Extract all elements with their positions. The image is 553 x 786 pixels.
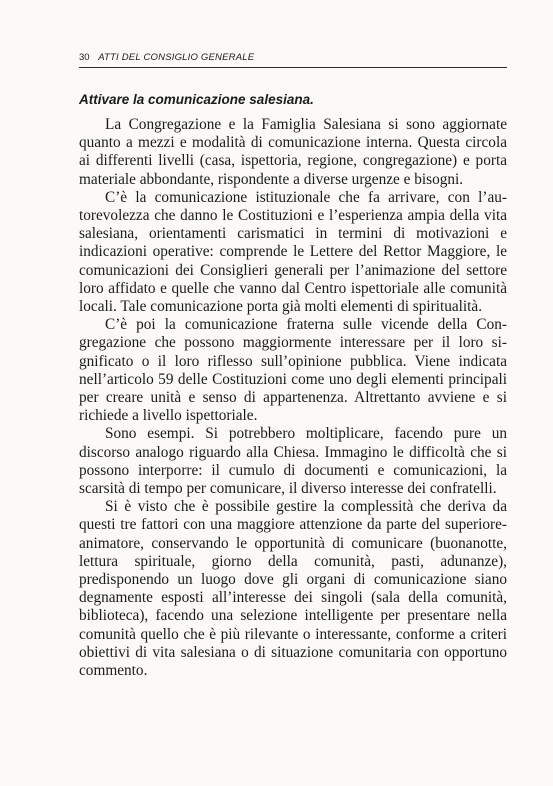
section-title: Attivare la comunicazione salesiana.	[79, 92, 314, 107]
body-text	[79, 116, 507, 680]
paragraph-5: Si è visto che è possibile gestire la complessità che deriva da questi tre fattori con una maggiore attenzione da parte del superiore-animatore, conservando le opportunità di comunicare (buonanotte, lettura spirituale, giorno della comunità, pasti, adunanze), predisponendo un luogo dove gli organi di comunicazione siano degnamente esposti all’interesse dei singoli (sala della comunità, biblioteca), facendo una selezione intelligente per presentare nella comunità quello che è più rilevante o interessante, conforme a criteri obiettivi di vita salesiana o di situazione comunitaria con opportuno commento.	[79, 498, 507, 680]
paragraph-3: C’è poi la comunicazione fraterna sulle vicende della Congregazione che possono maggiormente interessare per il loro significato o il loro riflesso sull’opinione pubblica. Viene indicata nell’articolo 59 delle Costituzioni come uno degli elementi principali per creare unità e senso di appartenenza. Altrettanto avviene e si richiede a livello ispettoriale.	[79, 316, 507, 425]
running-title: ATTI DEL CONSIGLIO GENERALE	[98, 52, 255, 63]
page-number: 30	[79, 52, 90, 63]
paragraph-1: La Congregazione e la Famiglia Salesiana si sono aggiornate quanto a mezzi e modalità di comunicazione interna. Questa circola ai differenti livelli (casa, ispettoria, regione, congregazione) e porta materiale abbondante, rispondente a diverse urgenze e bisogni.	[79, 116, 507, 188]
paragraph-4: Sono esempi. Si potrebbero moltiplicare, facendo pure un discorso analogo riguardo alla Chiesa. Immagino le difficoltà che si possono interporre: il cumulo di documenti e comunicazioni, la scarsità di tempo per comunicare, il diverso interesse dei confratelli.	[79, 425, 507, 498]
page-header	[79, 51, 507, 68]
paragraph-2: C’è la comunicazione istituzionale che fa arrivare, con l’autorevolezza che danno le Costituzioni e l’esperienza ampia della vita salesiana, orientamenti carismatici in termini di motivazioni e indicazioni operative: comprende le Lettere del Rettor Maggiore, le comunicazioni dei Consiglieri generali per l’animazione del settore loro affidato e quelle che vanno dal Centro ispettoriale alle comunità locali. Tale comunicazione porta già molti elementi di spiritualità.	[79, 188, 507, 316]
